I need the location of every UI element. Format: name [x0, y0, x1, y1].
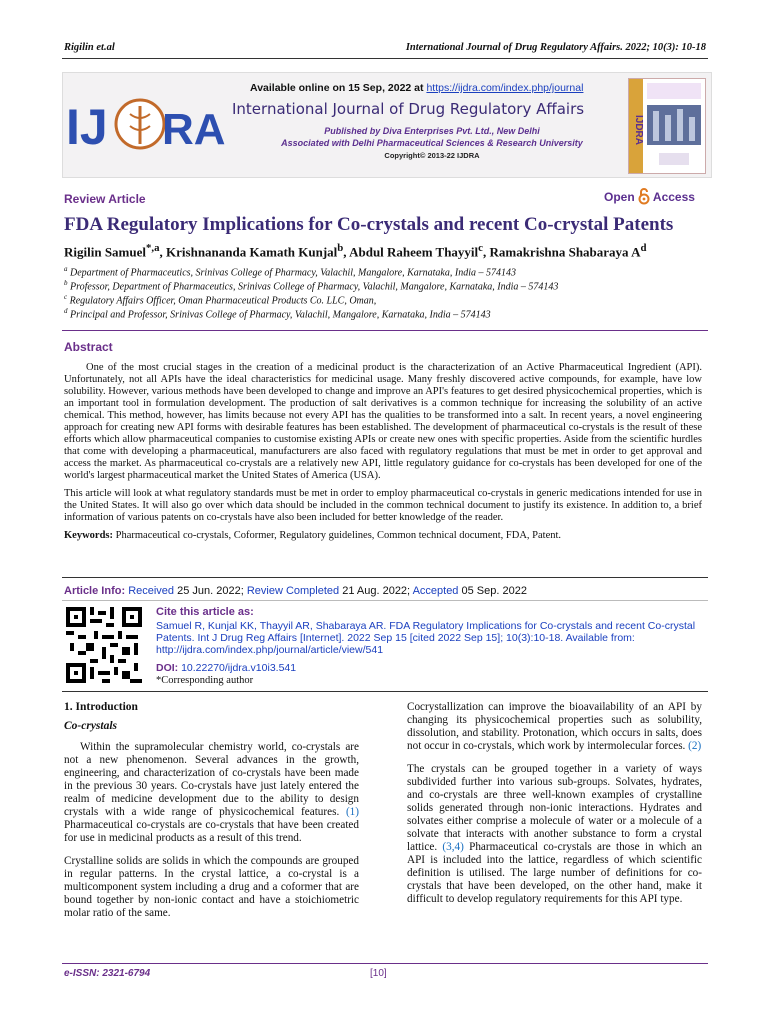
article-type: Review Article — [64, 192, 146, 206]
abstract-top-rule — [62, 330, 708, 331]
review-label: Review Completed — [246, 585, 340, 597]
paragraph-text: Within the supramolecular chemistry world, co-crystals are not a new phenomenon. Several advances in the growth, engineering, and characterization of co-crystals have been made in the previous 30 years. Co-crystals have just lately entered the realm of medicine development due to the ability to design crystals with a wide range of physicochemical features. — [64, 741, 359, 818]
affiliation-text: Department of Pharmaceutics, Srinivas College of Pharmacy, Valachil, Mangalore, Karnataka, India – 574143 — [70, 267, 516, 279]
copyright-line: Copyright© 2013-22 IJDRA — [384, 151, 480, 160]
availability-line — [250, 82, 583, 94]
affiliation-d — [64, 307, 491, 320]
received-label: Received — [128, 585, 175, 597]
journal-title: International Journal of Drug Regulatory Affairs — [232, 100, 585, 118]
affiliation-b — [64, 279, 558, 292]
running-header-right: International Journal of Drug Regulatory Affairs. 2022; 10(3): 10-18 — [405, 42, 706, 53]
running-header-left: Rigilin et.al — [64, 42, 115, 53]
corresponding-author-note: *Corresponding author — [156, 675, 254, 686]
review-date: 21 Aug. 2022; — [339, 585, 413, 597]
availability-text: Available online on 15 Sep, 2022 at — [250, 82, 427, 94]
reference-link[interactable]: (3,4) — [442, 841, 464, 853]
paragraph-text: The crystals can be grouped together in a variety of ways subdivided further into various sub-groups. Solvates, hydrates, and co-crystals are three well-known examples of crystalline solids generated through non-ionic interactions. Hydrates and solvates either comprise a molecule of water or a molecule of a solvate that interacts with another substance to form a crystal lattice. — [407, 763, 702, 853]
association-line: Associated with Delhi Pharmaceutical Sciences & Research University — [281, 138, 583, 148]
paragraph-text: Pharmaceutical co-crystals are co-crystals that have been created for use in medicinal products as a result of this trend. — [64, 819, 359, 844]
body-left-column — [64, 701, 359, 930]
qr-code — [66, 607, 142, 683]
article-title: FDA Regulatory Implications for Co-crystals and recent Co-crystal Patents — [64, 214, 674, 235]
journal-logo — [66, 92, 226, 156]
open-lock-icon — [638, 187, 650, 205]
svg-text:IJDRA: IJDRA — [633, 115, 644, 146]
body-paragraph — [407, 701, 702, 753]
page-number: [10] — [370, 968, 387, 979]
body-paragraph: Crystalline solids are solids in which the compounds are grouped in regular patterns. In the crystal lattice, a co-crystal is a multicomponent system including a drug and a coformer that are bound together by non-ionic contact and have a stoichiometric molar ratio of the same. — [64, 855, 359, 919]
author-affiliation-mark: c — [478, 242, 483, 254]
paragraph-text: Cocrystallization can improve the bioavailability of an API by changing its physicochemical properties such as solubility, dissolution, and stability. Protonation, which occurs in salts, does not occur in co-crystals, which work by intermolecular forces. — [407, 701, 702, 752]
body-right-column — [407, 701, 702, 916]
affiliation-mark: a — [64, 265, 68, 273]
keywords — [64, 530, 702, 542]
section-heading: 1. Introduction — [64, 701, 138, 713]
keywords-text: Pharmaceutical co-crystals, Coformer, Regulatory guidelines, Common technical document, FDA, Patent. — [113, 530, 562, 541]
abstract-body — [64, 362, 702, 542]
subsection-heading: Co-crystals — [64, 720, 118, 732]
open-label: Open — [604, 190, 635, 204]
affiliation-text: Principal and Professor, Srinivas College of Pharmacy, Valachil, Mangalore, Karnataka, India – 574143 — [70, 309, 491, 321]
author-affiliation-mark: b — [337, 242, 344, 254]
abstract-paragraph: This article will look at what regulatory standards must be met in order to employ pharmaceutical co-crystals in generic medications intended for use in the United States. It will also go over which data should be included in the common technical document to justify its existence. In addition to, a brief information of various patents on co-crystals have also been included for better knowledge of the reader. — [64, 488, 702, 523]
abstract-heading: Abstract — [64, 340, 113, 354]
info-bottom-rule — [62, 600, 708, 601]
journal-url-link[interactable]: https://ijdra.com/index.php/journal — [426, 82, 584, 94]
doi-label: DOI: — [156, 662, 179, 674]
author-affiliation-mark: d — [640, 242, 647, 254]
paragraph-text: Pharmaceutical co-crystals are those in which an API is included into the lattice, regardless of which scientific definition is utilised. The large number of definitions for co-crystals that have been developed, on the other hand, make it difficult to develop regulatory requirements for this API type. — [407, 841, 702, 905]
body-top-rule — [62, 691, 708, 692]
author-name: Abdul Raheem Thayyil — [349, 244, 479, 260]
header-rule — [62, 58, 708, 59]
publisher-line: Published by Diva Enterprises Pvt. Ltd., New Delhi — [324, 126, 540, 136]
open-access-badge — [604, 187, 695, 205]
affiliation-text: Regulatory Affairs Officer, Oman Pharmaceutical Products Co. LLC, Oman, — [69, 295, 377, 307]
affiliation-mark: d — [64, 307, 68, 315]
received-date: 25 Jun. 2022; — [174, 585, 247, 597]
cite-heading: Cite this article as: — [156, 606, 254, 618]
footer-rule — [62, 963, 708, 964]
doi-link[interactable]: 10.22270/ijdra.v10i3.541 — [178, 662, 297, 674]
reference-link[interactable]: (1) — [345, 806, 359, 818]
svg-text:IJ: IJ — [66, 99, 108, 155]
affiliation-mark: b — [64, 279, 68, 287]
affiliation-a — [64, 265, 516, 278]
footer-issn: e-ISSN: 2321-6794 — [64, 968, 151, 979]
author-name: Krishnananda Kamath Kunjal — [166, 244, 338, 260]
abstract-paragraph: One of the most crucial stages in the creation of a medicinal product is the characterization of an Active Pharmaceutical Ingredient (API). Unfortunately, not all APIs have the ideal characteristics for medicinal usage. Many freshly discovered active compounds, for example, have low solubility. However, various methods have been developed to change and improve an API's features to get desired physicochemical properties, which is an important tool in formulation development. The production of salt derivatives is a common technique for increasing the solubility of an active chemical. This method, however, has limits because not every API has the qualities to be transformed into a salt. In recent years, a novel engineering approach for creating new API forms with desirable features has been established. The development of pharmaceutical co-crystals is the result of these efforts which allow pharmaceutical companies to customise existing APIs or create new ones with specific properties. Aside from the scientific hurdles that come with developing a pharmaceutical, manufacturers are also faced with regulatory regulations that must be met in order to get approval and access the market. As pharmaceutical co-crystals are a relatively new API, little regulatory guidance for co-crystals has been developed for one of the world's largest pharmaceutical market the United States of America (USA). — [64, 362, 702, 481]
info-top-rule — [62, 577, 708, 578]
keywords-label: Keywords: — [64, 530, 113, 541]
reference-link[interactable]: (2) — [688, 740, 702, 752]
affiliation-text: Professor, Department of Pharmaceutics, Srinivas College of Pharmacy, Valachil, Mangalore, Karnataka, India – 574143 — [70, 281, 559, 293]
svg-text:RA: RA — [162, 105, 226, 154]
body-paragraph — [407, 763, 702, 906]
author-name: Rigilin Samuel — [64, 244, 146, 260]
article-info — [64, 585, 527, 597]
accepted-date: 05 Sep. 2022 — [458, 585, 527, 597]
author-name: Ramakrishna Shabaraya A — [489, 244, 641, 260]
access-label: Access — [652, 190, 695, 204]
doi-line — [156, 662, 296, 674]
article-info-label: Article Info: — [64, 585, 126, 597]
accepted-label: Accepted — [412, 585, 459, 597]
body-paragraph — [64, 741, 359, 845]
journal-cover-image — [628, 78, 706, 174]
affiliation-mark: c — [64, 293, 68, 301]
affiliation-c — [64, 293, 376, 306]
citation-text: Samuel R, Kunjal KK, Thayyil AR, Shabaraya AR. FDA Regulatory Implications for Co-crystals and recent Co-crystal Patents. Int J Drug Reg Affairs [Internet]. 2022 Sep 15 [cited 2022 Sep 15]; 10(3):10-18. Available from: http://ijdra.com/index.php/journal/article/view/541 — [156, 620, 696, 656]
author-affiliation-mark: *,a — [146, 242, 160, 254]
author-list: Rigilin Samuel$^{*,a}$, Krishnananda Kamath Kunjal$^b$, Abdul Raheem Thayyil$^c$, Ramakrishna Shabaraya $A^d$ — [64, 242, 647, 260]
